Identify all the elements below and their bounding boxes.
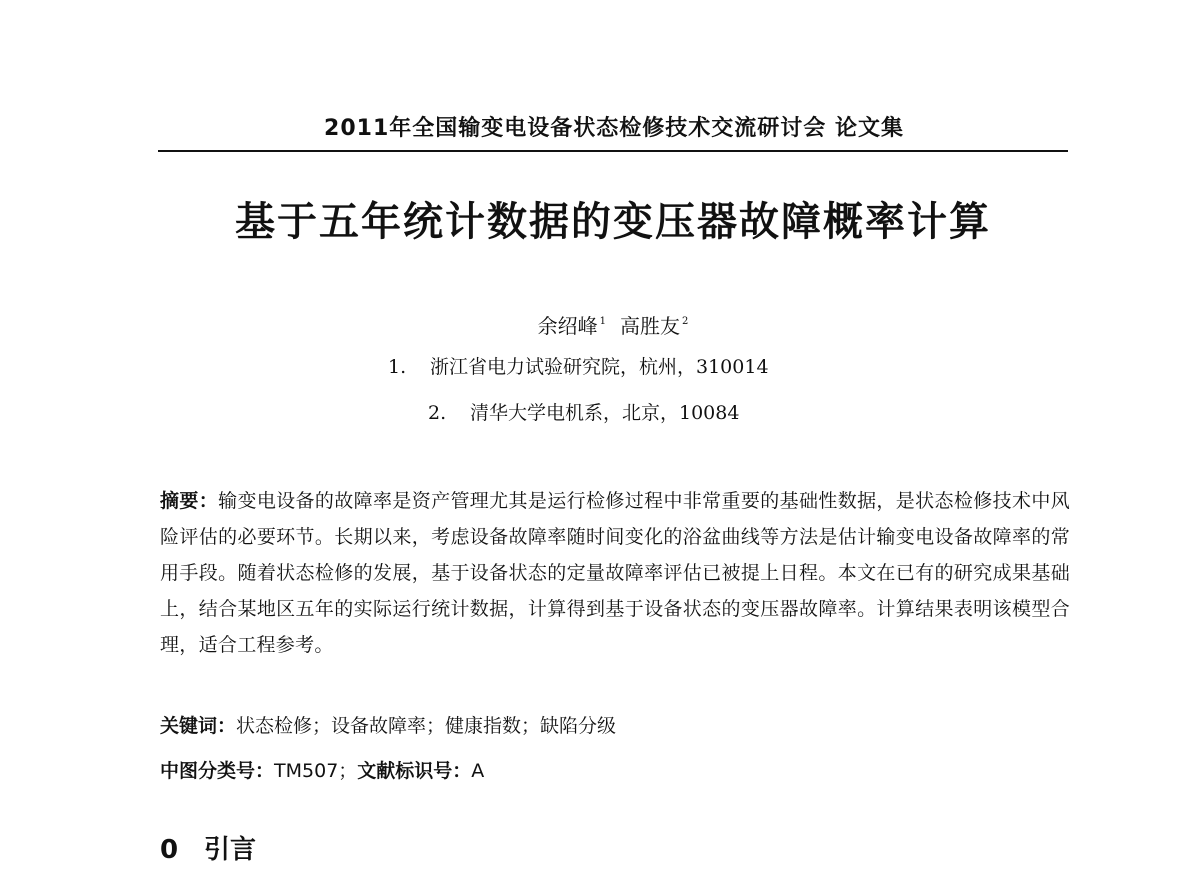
affiliation-number: 1. <box>388 356 407 378</box>
doc-code-label: 文献标识号： <box>357 760 472 782</box>
keywords-line <box>160 709 1070 743</box>
header-divider <box>158 150 1068 152</box>
author-name: 余绍峰 <box>537 314 598 338</box>
keywords-label: 关键词： <box>160 715 237 737</box>
clc-label: 中图分类号： <box>160 760 275 782</box>
author-affiliation-mark: 2 <box>682 316 689 327</box>
author-affiliation-mark: 1 <box>599 316 606 327</box>
abstract-text: 输变电设备的故障率是资产管理尤其是运行检修过程中非常重要的基础性数据，是状态检修技术中风险评估的必要环节。长期以来，考虑设备故障率随时间变化的浴盆曲线等方法是估计输变电设备故障率的常用手段。随着状态检修的发展，基于设备状态的定量故障率评估已被提上日程。本文在已有的研究成果基础上，结合某地区五年的实际运行统计数据，计算得到基于设备状态的变压器故障率。计算结果表明该模型合理，适合工程参考。 <box>160 490 1070 656</box>
affiliation-number: 2. <box>428 402 447 424</box>
affiliation-2 <box>428 398 739 428</box>
clc-value: TM507； <box>274 760 358 782</box>
affiliation-1 <box>388 352 769 382</box>
affiliation-text: 清华大学电机系，北京，10084 <box>470 402 740 424</box>
section-title: 引言 <box>204 835 257 865</box>
doc-code-value: A <box>471 760 485 782</box>
paper-title: 基于五年统计数据的变压器故障概率计算 <box>235 199 991 245</box>
abstract-paragraph <box>160 483 1070 663</box>
author-line <box>0 306 1200 342</box>
abstract-label: 摘要： <box>160 490 219 512</box>
author-name: 高胜友 <box>620 314 680 338</box>
keywords-text: 状态检修；设备故障率；健康指数；缺陷分级 <box>236 715 617 737</box>
proceedings-header: 2011年全国输变电设备状态检修技术交流研讨会 论文集 <box>324 116 904 141</box>
affiliation-text: 浙江省电力试验研究院，杭州，310014 <box>430 356 769 378</box>
classification-line <box>160 754 1070 788</box>
section-number: 0 <box>160 835 179 865</box>
section-heading <box>160 830 256 870</box>
